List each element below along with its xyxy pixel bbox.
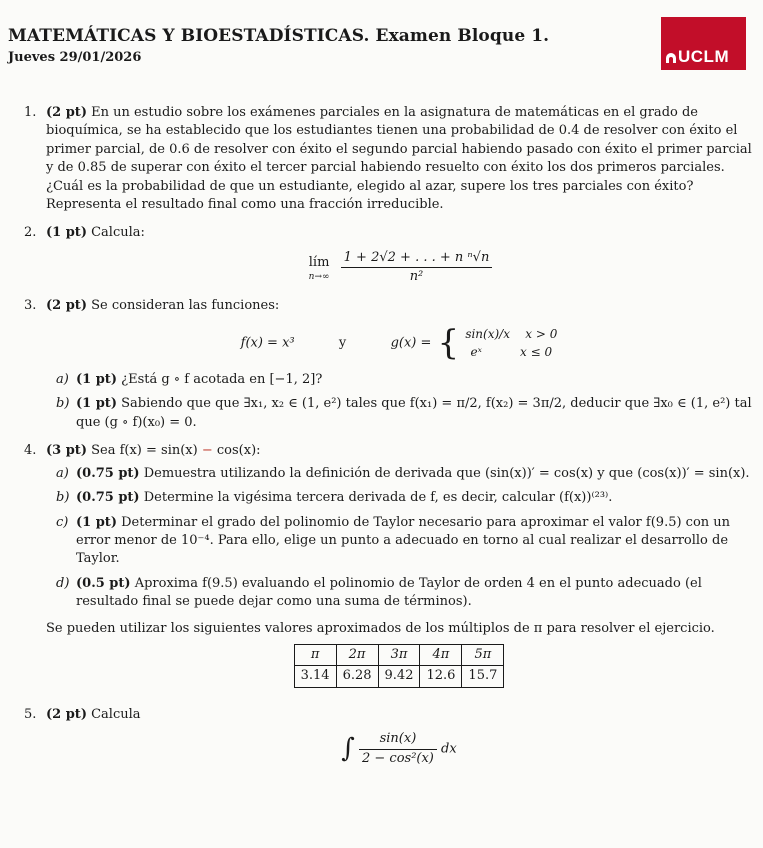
table-cell: 3π	[378, 644, 420, 665]
subquestion-text: Determine la vigésima tercera derivada de f, es decir, calcular (f(x))⁽²³⁾.	[143, 490, 613, 506]
g-condition-2: x ≤ 0	[520, 345, 553, 360]
table-cell: 3.14	[294, 666, 336, 687]
question-text: Calcula:	[91, 225, 145, 241]
subquestion-points: (1 pt)	[76, 396, 117, 412]
logo-arch-icon	[665, 52, 677, 64]
integral-symbol: ∫	[341, 733, 355, 764]
limit-denominator: n²	[409, 269, 424, 285]
table-row	[294, 666, 504, 687]
table-header-row	[294, 644, 504, 665]
table-cell: 15.7	[462, 666, 504, 687]
minus-operator: −	[197, 443, 217, 459]
conjunction: y	[338, 335, 347, 351]
question-points: (2 pt)	[46, 105, 87, 120]
question-number: 4.	[24, 443, 37, 459]
question-points: (2 pt)	[46, 297, 87, 313]
subquestion-label: b)	[56, 490, 70, 506]
limit-expression	[46, 249, 752, 287]
subquestion-4d	[46, 575, 752, 612]
g-cases	[465, 325, 557, 361]
question-2	[24, 224, 752, 286]
subquestion-text: Sabiendo que que ∃x₁, x₂ ∈ (1, e²) tales que f(x₁) = π/2, f(x₂) = 3π/2, deducir que ∃x₀ ∈ (1, e²) tal que (g ∘ f)(x₀) = 0.	[76, 396, 752, 430]
integral-expression	[46, 730, 752, 768]
table-cell: 5π	[462, 644, 504, 665]
integral-denominator: 2 − cos²(x)	[361, 750, 434, 766]
question-points: (3 pt)	[46, 443, 87, 459]
subquestion-label: a)	[56, 465, 69, 481]
question-intro-end: cos(x):	[216, 443, 261, 459]
subquestion-points: (1 pt)	[76, 372, 117, 388]
uclm-logo	[661, 17, 746, 70]
pi-multiples-table	[294, 644, 505, 688]
question-points: (1 pt)	[46, 225, 87, 241]
functions-definition	[46, 323, 752, 364]
subquestion-4a	[46, 465, 752, 483]
integral-differential: dx	[441, 741, 457, 757]
subquestion-4b	[46, 489, 752, 507]
g-case-1: sin(x)/x	[465, 327, 510, 342]
question-number: 3.	[24, 297, 37, 313]
subquestion-3b	[46, 395, 752, 432]
subquestion-label: d)	[56, 575, 70, 591]
question-intro: Sea f(x) = sin(x)	[91, 443, 198, 459]
limit-subscript: n→∞	[308, 271, 330, 282]
g-lhs: g(x) =	[390, 335, 432, 351]
exam-date: Jueves 29/01/2026	[8, 50, 142, 65]
question-text: Calcula	[91, 706, 141, 722]
subquestion-label: b)	[56, 396, 70, 412]
table-cell: 9.42	[378, 666, 420, 687]
question-points: (2 pt)	[46, 706, 87, 722]
integral-numerator: sin(x)	[359, 730, 437, 749]
subquestion-text: Determinar el grado del polinomio de Taylor necesario para aproximar el valor f(9.5) con un error menor de 10⁻⁴. Para ello, elige un punto a adecuado en torno al cual realizar el desarrollo de Taylor.	[76, 514, 731, 567]
question-text: En un estudio sobre los exámenes parciales en la asignatura de matemáticas en el grado de bioquímica, se ha establecido que los estudiantes tienen una probabilidad de 0.4 de resolver con éxito el primer parcial, de 0.6 de resolver con éxito el segundo parcial habiendo pasado con éxito el primer parcial y de 0.85 de superar con éxito el tercer parcial habiendo resuelto con éxito los dos primeros parciales. ¿Cuál es la probabilidad de que un estudiante, elegido al azar, supere los tres parciales con éxito? Representa el resultado final como una fracción irreducible.	[46, 105, 752, 213]
pi-note: Se pueden utilizar los siguientes valores aproximados de los múltiplos de π para resolver el ejercicio.	[46, 620, 715, 636]
question-text: Se consideran las funciones:	[91, 297, 280, 313]
subquestion-text: ¿Está g ∘ f acotada en [−1, 2]?	[121, 372, 323, 388]
subquestion-3a	[46, 371, 752, 389]
table-cell: π	[294, 644, 336, 665]
subquestion-points: (1 pt)	[76, 514, 117, 530]
question-number: 1.	[24, 105, 37, 120]
g-condition-1: x > 0	[525, 327, 558, 342]
question-5	[24, 706, 752, 768]
table-cell: 4π	[420, 644, 462, 665]
question-1	[24, 104, 752, 214]
question-number: 5.	[24, 706, 37, 722]
subquestion-points: (0.75 pt)	[76, 465, 140, 481]
question-number: 2.	[24, 225, 37, 241]
question-3	[24, 297, 752, 433]
g-case-2: eˣ	[470, 345, 482, 360]
exam-body	[24, 104, 752, 778]
logo-text: UCLM	[678, 47, 730, 66]
exam-title: MATEMÁTICAS Y BIOESTADÍSTICAS. Examen Bloque 1.	[8, 26, 550, 46]
table-cell: 2π	[336, 644, 378, 665]
subquestion-text: Aproxima f(9.5) evaluando el polinomio de Taylor de orden 4 en el punto adecuado (el resultado final se puede dejar como una suma de términos).	[76, 575, 702, 610]
f-definition: f(x) = x³	[240, 335, 295, 351]
limit-symbol: lím	[308, 254, 330, 270]
table-cell: 12.6	[420, 666, 462, 687]
subquestion-label: a)	[56, 372, 69, 388]
subquestion-text: Demuestra utilizando la definición de derivada que (sin(x))′ = cos(x) y que (cos(x))′ = sin(x).	[143, 465, 750, 481]
subquestion-points: (0.5 pt)	[76, 575, 131, 591]
limit-numerator: 1 + 2√2 + . . . + n ⁿ√n	[341, 249, 493, 268]
cases-brace: {	[437, 323, 460, 364]
question-4	[24, 442, 752, 687]
subquestion-4c	[46, 514, 752, 569]
subquestion-label: c)	[56, 514, 69, 530]
subquestion-points: (0.75 pt)	[76, 490, 140, 506]
table-cell: 6.28	[336, 666, 378, 687]
